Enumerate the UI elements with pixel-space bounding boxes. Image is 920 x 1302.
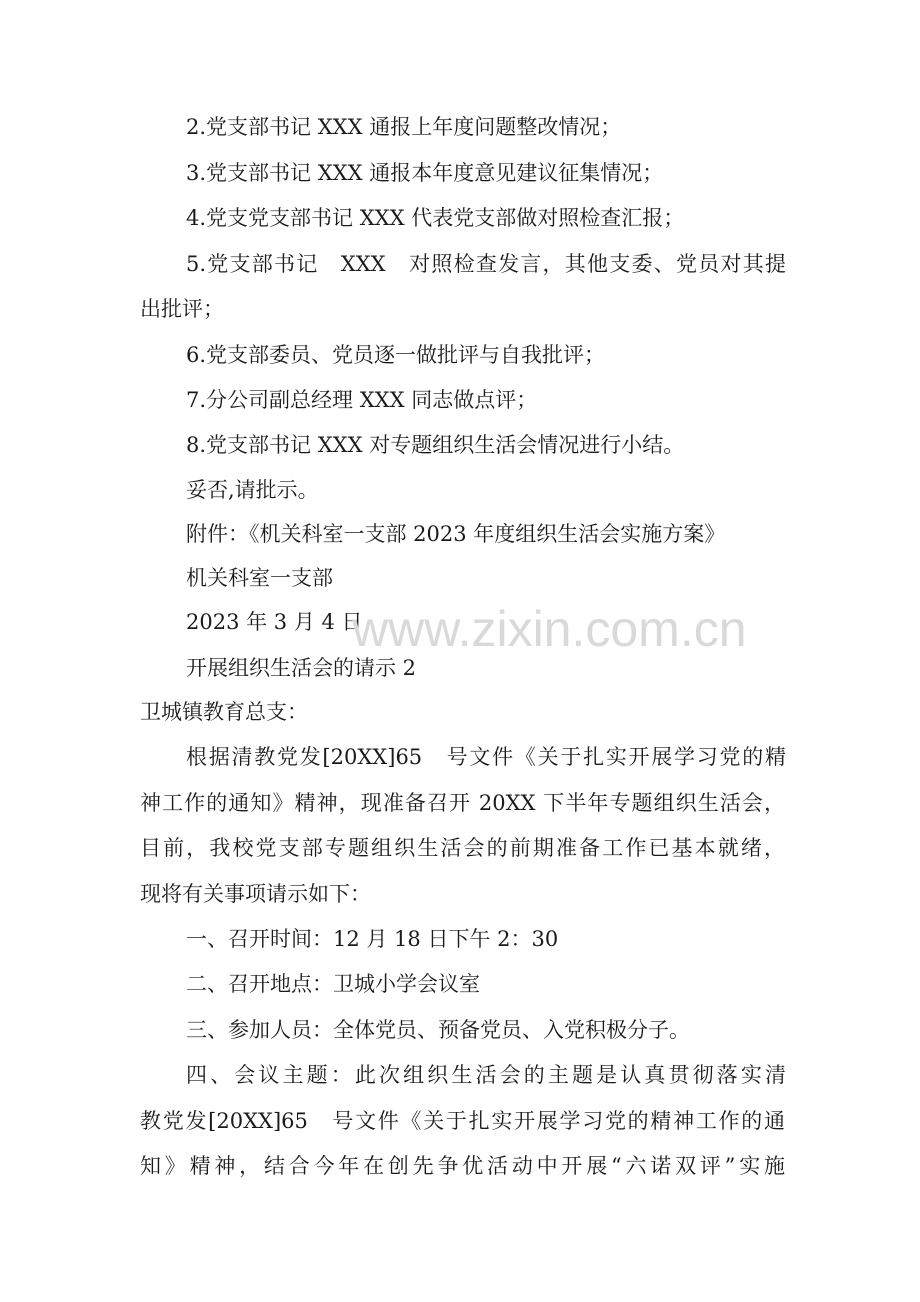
- paragraph-line: 2.党支部书记 XXX 通报上年度问题整改情况；: [186, 115, 622, 139]
- paragraph-line: 6.党支部委员、党员逐一做批评与自我批评；: [186, 343, 606, 367]
- paragraph-line: 出批评；: [140, 297, 224, 321]
- paragraph-line: 8.党支部书记 XXX 对专题组织生活会情况进行小结。: [186, 433, 685, 457]
- watermark: www.zixin.com.cn: [352, 601, 747, 657]
- paragraph-line: 目前，我校党支部专题组织生活会的前期准备工作已基本就绪，: [140, 836, 785, 860]
- paragraph-line: 知》精神，结合今年在创先争优活动中开展“六诺双评”实施: [140, 1154, 785, 1178]
- section-title: 开展组织生活会的请示 2: [186, 656, 417, 680]
- paragraph-line: 7.分公司副总经理 XXX 同志做点评；: [186, 388, 538, 412]
- list-item: 四、会议主题：此次组织生活会的主题是认真贯彻落实清: [186, 1063, 786, 1087]
- signature-date: 2023 年 3 月 4 日: [186, 610, 363, 634]
- paragraph-line: 神工作的通知》精神，现准备召开 20XX 下半年专题组织生活会，: [140, 791, 785, 815]
- salutation: 卫城镇教育总支：: [140, 700, 308, 724]
- signature-org: 机关科室一支部: [186, 566, 333, 590]
- paragraph-line: 4.党支党支部书记 XXX 代表党支部做对照检查汇报；: [186, 206, 685, 230]
- attachment-line: 附件：《机关科室一支部 2023 年度组织生活会实施方案》: [186, 522, 726, 546]
- list-item: 二、召开地点：卫城小学会议室: [186, 972, 480, 996]
- paragraph-line: 5.党支部书记 XXX 对照检查发言，其他支委、党员对其提: [186, 252, 786, 276]
- paragraph-line: 3.党支部书记 XXX 通报本年度意见建议征集情况；: [186, 161, 664, 185]
- paragraph-line: 现将有关事项请示如下：: [140, 882, 371, 906]
- paragraph-line: 妥否,请批示。: [186, 478, 319, 502]
- list-item: 一、召开时间：12 月 18 日下午 2：30: [186, 927, 559, 951]
- list-item: 三、参加人员：全体党员、预备党员、入党积极分子。: [186, 1018, 690, 1042]
- paragraph-line: 根据清教党发[20XX]65 号文件《关于扎实开展学习党的精: [186, 745, 786, 769]
- paragraph-line: 教党发[20XX]65 号文件《关于扎实开展学习党的精神工作的通: [140, 1109, 785, 1133]
